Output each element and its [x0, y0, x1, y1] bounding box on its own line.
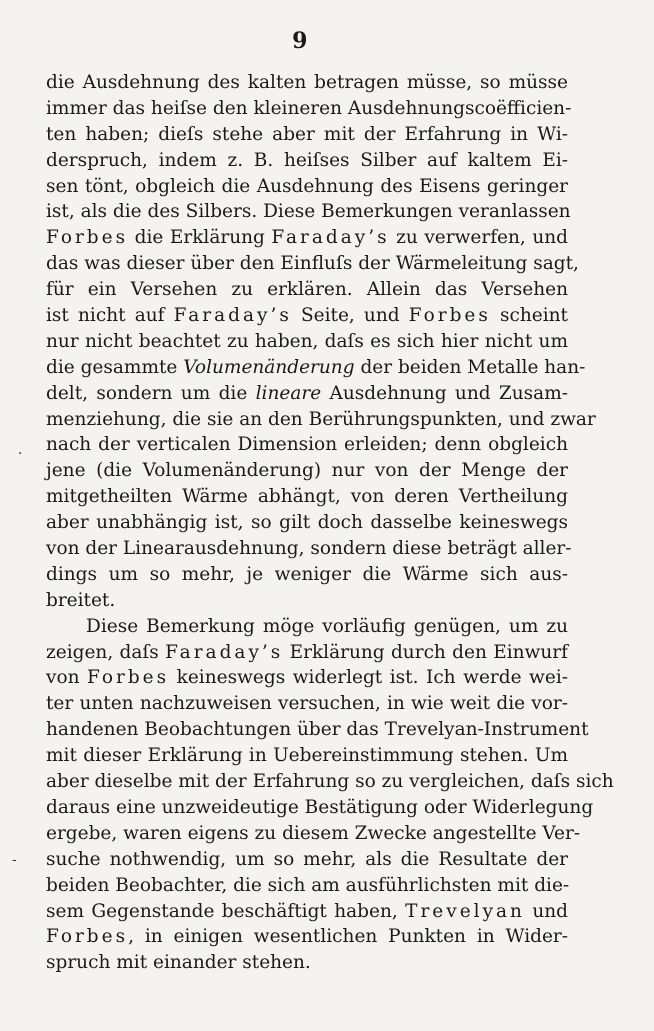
- text-segment: der beiden Metalle han-: [354, 356, 586, 378]
- text-line: [46, 847, 568, 873]
- emphasis-text: Volumenänderung: [183, 356, 355, 378]
- text-line: [46, 665, 568, 691]
- text-line: [46, 691, 568, 717]
- text-segment: ergebe, waren eigens zu diesem Zwecke angestellte Ver-: [46, 822, 581, 844]
- text-line: [46, 873, 568, 899]
- text-segment: die gesammte: [46, 356, 184, 378]
- text-line: [46, 924, 568, 950]
- text-segment: immer das heiſse den kleineren Ausdehnungscoëfficien-: [46, 97, 572, 119]
- text-segment: dings um so mehr, je weniger die Wärme sich aus-: [46, 563, 568, 585]
- text-line: [46, 407, 596, 433]
- text-segment: mit dieser Erklärung in Uebereinstimmung stehen. Um: [46, 745, 568, 767]
- text-line: [46, 950, 568, 976]
- text-segment: menziehung, die sie an den Berührungspunkten, und zwar: [46, 408, 596, 430]
- text-line: [46, 96, 572, 122]
- text-segment: jene (die Volumenänderung) nur von der Menge der: [46, 460, 568, 482]
- text-line: [46, 614, 568, 640]
- text-line: [46, 821, 581, 847]
- text-segment: keineswegs widerlegt ist. Ich werde wei-: [169, 667, 568, 689]
- text-line: [46, 432, 568, 458]
- text-line: [46, 225, 568, 251]
- text-line: [46, 717, 589, 743]
- text-segment: Diese Bemerkung möge vorläufig genügen, um zu: [86, 615, 568, 637]
- page-number: 9: [292, 28, 308, 54]
- text-segment: nach der verticalen Dimension erleiden; denn obgleich: [46, 434, 568, 456]
- text-segment: von der Linearausdehnung, sondern diese beträgt aller-: [46, 538, 572, 560]
- spaced-name: Forbes: [408, 305, 491, 327]
- text-segment: ten haben; dieſs stehe aber mit der Erfahrung in Wi-: [46, 123, 568, 145]
- text-line: [46, 277, 568, 303]
- text-segment: breitet.: [46, 589, 116, 611]
- text-segment: , in einigen wesentlichen Punkten in Wider-: [128, 926, 568, 948]
- spaced-name: Faraday’s: [173, 305, 292, 327]
- text-segment: beiden Beobachter, die sich am ausführlichsten mit die-: [46, 874, 570, 896]
- text-segment: Erklärung durch den Einwurf: [283, 641, 568, 663]
- text-line: [46, 743, 568, 769]
- text-line: [46, 381, 568, 407]
- spaced-name: Trevelyan: [405, 900, 525, 922]
- text-segment: scheint: [490, 305, 568, 327]
- text-line: [46, 588, 568, 614]
- text-segment: von: [46, 667, 88, 689]
- text-line: [46, 458, 568, 484]
- margin-mark: .: [18, 442, 23, 458]
- text-line: [46, 640, 568, 666]
- text-segment: aber unabhängig ist, so gilt doch dasselbe keineswegs: [46, 512, 568, 534]
- text-segment: ist, als die des Silbers. Diese Bemerkungen veranlassen: [46, 201, 571, 223]
- spaced-name: Faraday’s: [165, 641, 284, 663]
- margin-mark: -: [12, 852, 17, 868]
- text-line: [46, 303, 568, 329]
- text-segment: das was dieser über den Einfluſs der Wärmeleitung sagt,: [46, 253, 579, 275]
- text-line: [46, 562, 568, 588]
- text-line: [46, 251, 579, 277]
- text-segment: delt, sondern um die: [46, 382, 256, 404]
- text-line: [46, 510, 568, 536]
- text-segment: die Ausdehnung des kalten betragen müsse, so müsse: [46, 72, 568, 93]
- text-segment: die Erklärung: [128, 227, 272, 249]
- text-segment: mitgetheilten Wärme abhängt, von deren Vertheilung: [46, 486, 568, 508]
- text-line: [46, 795, 594, 821]
- spaced-name: Forbes: [87, 667, 170, 689]
- spaced-name: Forbes: [46, 227, 129, 249]
- text-segment: ist nicht auf: [46, 305, 174, 327]
- text-segment: zu verwerfen, und: [389, 227, 568, 249]
- text-line: [46, 122, 568, 148]
- text-segment: spruch mit einander stehen.: [46, 952, 311, 974]
- body-text: [46, 70, 614, 976]
- text-line: [46, 174, 568, 200]
- text-segment: aber dieselbe mit der Erfahrung so zu vergleichen, daſs sich: [46, 771, 614, 793]
- text-segment: ter unten nachzuweisen versuchen, in wie weit die vor-: [46, 693, 568, 715]
- text-segment: für ein Versehen zu erklären. Allein das Versehen: [46, 279, 568, 301]
- text-segment: nur nicht beachtet zu haben, daſs es sich hier nicht um: [46, 330, 568, 352]
- text-line: [46, 329, 568, 355]
- text-segment: suche nothwendig, um so mehr, als die Resultate der: [46, 848, 568, 870]
- text-segment: handenen Beobachtungen über das Trevelyan-Instrument: [46, 719, 589, 741]
- text-segment: daraus eine unzweideutige Bestätigung oder Widerlegung: [46, 796, 594, 818]
- text-line: [46, 199, 571, 225]
- text-line: [46, 70, 568, 96]
- spaced-name: Forbes: [46, 926, 129, 948]
- text-segment: Seite, und: [291, 305, 409, 327]
- text-line: [46, 899, 568, 925]
- text-segment: und: [524, 900, 568, 922]
- spaced-name: Faraday’s: [271, 227, 390, 249]
- text-segment: sem Gegenstande beschäftigt haben,: [46, 900, 406, 922]
- text-line: [46, 484, 568, 510]
- text-line: [46, 769, 614, 795]
- text-segment: sen tönt, obgleich die Ausdehnung des Eisens geringer: [46, 175, 568, 197]
- text-line: [46, 148, 568, 174]
- text-segment: Ausdehnung und Zusam-: [321, 382, 568, 404]
- text-segment: zeigen, daſs: [46, 641, 166, 663]
- text-segment: derspruch, indem z. B. heiſses Silber auf kaltem Ei-: [46, 149, 568, 171]
- text-line: [46, 536, 572, 562]
- text-line: [46, 355, 586, 381]
- emphasis-text: lineare: [255, 382, 322, 404]
